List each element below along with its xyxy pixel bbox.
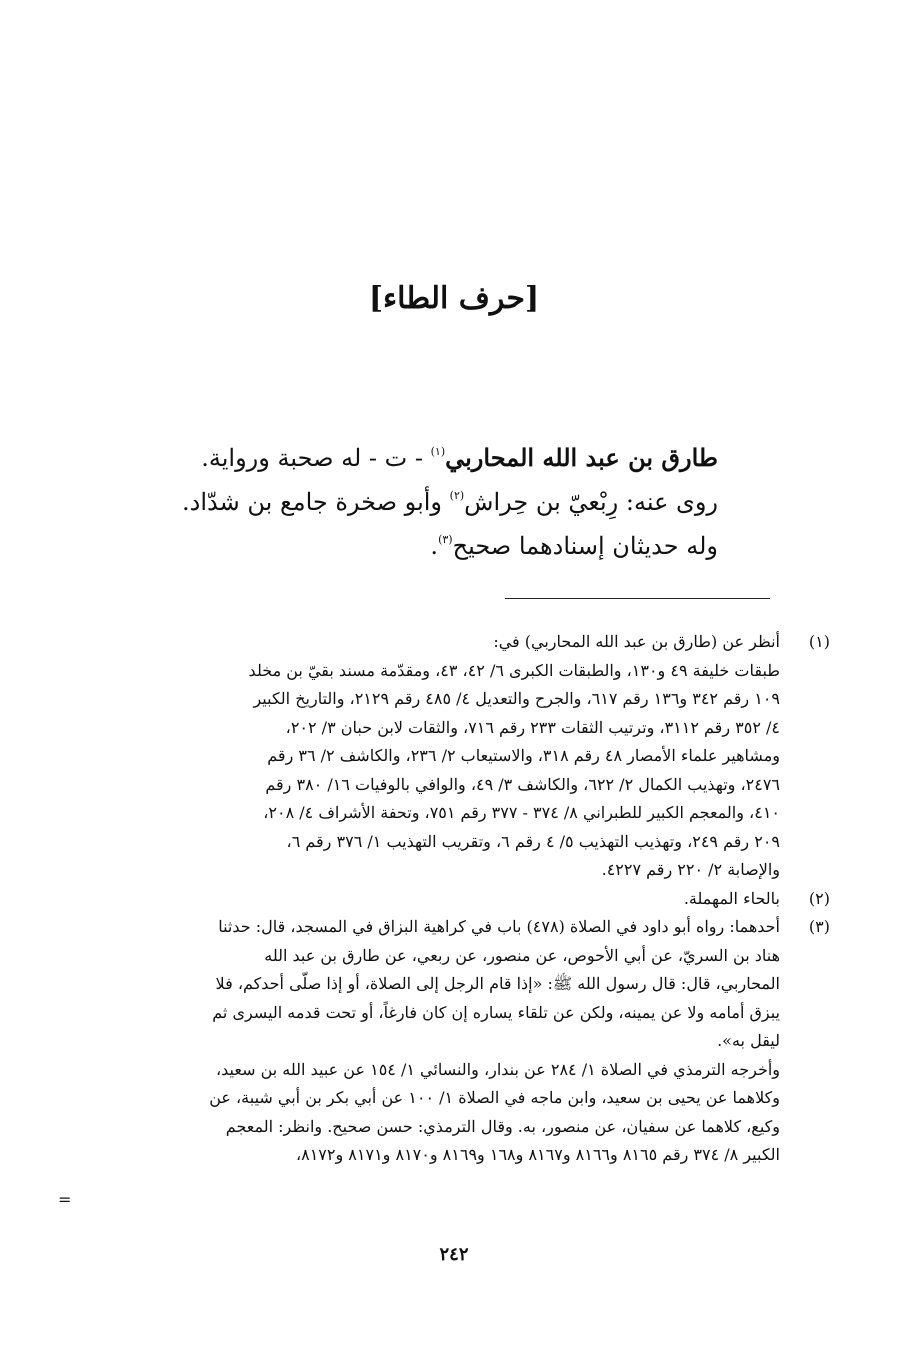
footnote-line: وكيع، كلاهما عن سفيان، عن منصور، به. وقال الترمذي: حسن صحيح. وانظر: المعجم [225,1116,780,1136]
entry-narrators-rest: وأبو صخرة جامع بن شدّاد. [182,488,450,516]
footnote-line: والإصابة ٢/ ٢٢٠ رقم ٤٢٢٧. [601,860,780,879]
footnote-line: الكبير ٨/ ٣٧٤ رقم ٨١٦٥ و٨١٦٦ و٨١٦٧ و١٦٨ و٨١٦٩ و٨١٧٠ و٨١٧١ و٨١٧٢، [295,1145,780,1164]
footnote-line: أحدهما: رواه أبو داود في الصلاة (٤٧٨) باب في كراهية البزاق في المسجد، قال: حدثنا [218,917,780,936]
footnote-line: أنظر عن (طارق بن عبد الله المحاربي) في: [493,632,780,651]
footnote-line: هناد بن السريّ، عن أبي الأحوص، عن منصور، عن ربعي، عن طارق بن عبد الله [264,945,780,965]
footnote-line: ٤/ ٣٥٢ رقم ٣١١٢، وترتيب الثقات ٢٣٣ رقم ٧١٦، والثقات لابن حبان ٣/ ٢٠٢، [285,717,780,737]
entry-heading-line [158,436,718,480]
footnote-marker: (٢) [808,888,830,908]
entry-hadith-rest: . [430,532,439,560]
footnote-ref-3: (٣) [438,533,453,546]
entry-hadith-line [158,524,718,568]
footnote-line: ٤١٠، والمعجم الكبير للطبراني ٨/ ٣٧٤ - ٣٧٧ رقم ٧٥١، وتحفة الأشراف ٤/ ٢٠٨، [263,803,780,822]
entry-heading-rest: - ت - له صحبة ورواية. [201,444,431,472]
entry-hadith-text: وله حديثان إسنادهما صحيح [452,532,718,560]
footnotes [80,628,830,1170]
entry-narrators-text: روى عنه: رِبْعيّ بن حِراش [464,488,718,516]
page-number: ٢٤٢ [439,1244,469,1265]
footnote-3 [80,913,830,1170]
footnote-line: ١٠٩ رقم ٣٤٢ و١٣٦ رقم ٦١٧، والجرح والتعديل ٤/ ٤٨٥ رقم ٢١٢٩، والتاريخ الكبير [253,689,780,708]
footnote-line: ٢٤٧٦، وتهذيب الكمال ٢/ ٦٢٢، والكاشف ٣/ ٤٩، والوافي بالوفيات ١٦/ ٣٨٠ رقم [265,774,780,794]
footnote-line: وكلاهما عن يحيى بن سعيد، وابن ماجه في الصلاة ١/ ١٠٠ عن أبي بكر بن أبي شيبة، عن [209,1088,780,1107]
footnote-line: ٢٠٩ رقم ٢٤٩، وتهذيب التهذيب ٥/ ٤ رقم ٦، وتقريب التهذيب ١/ ٣٧٦ رقم ٦، [286,831,780,851]
footnote-ref-2: (٢) [449,489,465,502]
footnote-line: ليقل به». [717,1031,780,1050]
footnote-2 [80,885,830,914]
footnote-line: بالحاء المهملة. [683,888,780,908]
footnote-line: المحاربي، قال: قال رسول الله ﷺ: «إذا قام الرجل إلى الصلاة، أو إذا صلّى أحدكم، فلا [215,974,780,993]
footnote-line: يبزق أمامه ولا عن يمينه، ولكن عن تلقاء يساره إن كان فارغاً، أو تحت قدمه اليسرى ثم [212,1002,780,1022]
footnote-line: ومشاهير علماء الأمصار ٤٨ رقم ٣١٨، والاستيعاب ٢/ ٢٣٦، والكاشف ٢/ ٣٦ رقم [267,746,780,765]
footnote-marker: (١) [808,632,830,651]
footnote-ref-1: (١) [430,445,446,458]
entry-narrators-line [158,480,718,524]
page-title: [حرف الطاء] [368,281,540,316]
entry-name: طارق بن عبد الله المحاربي [445,443,718,472]
footnote-marker: (٣) [808,917,830,936]
main-entry [158,436,718,568]
footnote-1 [80,628,830,885]
continuation-mark: = [58,1190,72,1209]
footnote-line: وأخرجه الترمذي في الصلاة ١/ ٢٨٤ عن بندار، والنسائي ١/ ١٥٤ عن عبيد الله بن سعيد، [215,1059,780,1079]
footnote-divider [505,598,770,599]
footnote-line: طبقات خليفة ٤٩ و١٣٠، والطبقات الكبرى ٦/ ٤٢، ٤٣، ومقدّمة مسند بقيّ بن مخلد [248,660,780,680]
